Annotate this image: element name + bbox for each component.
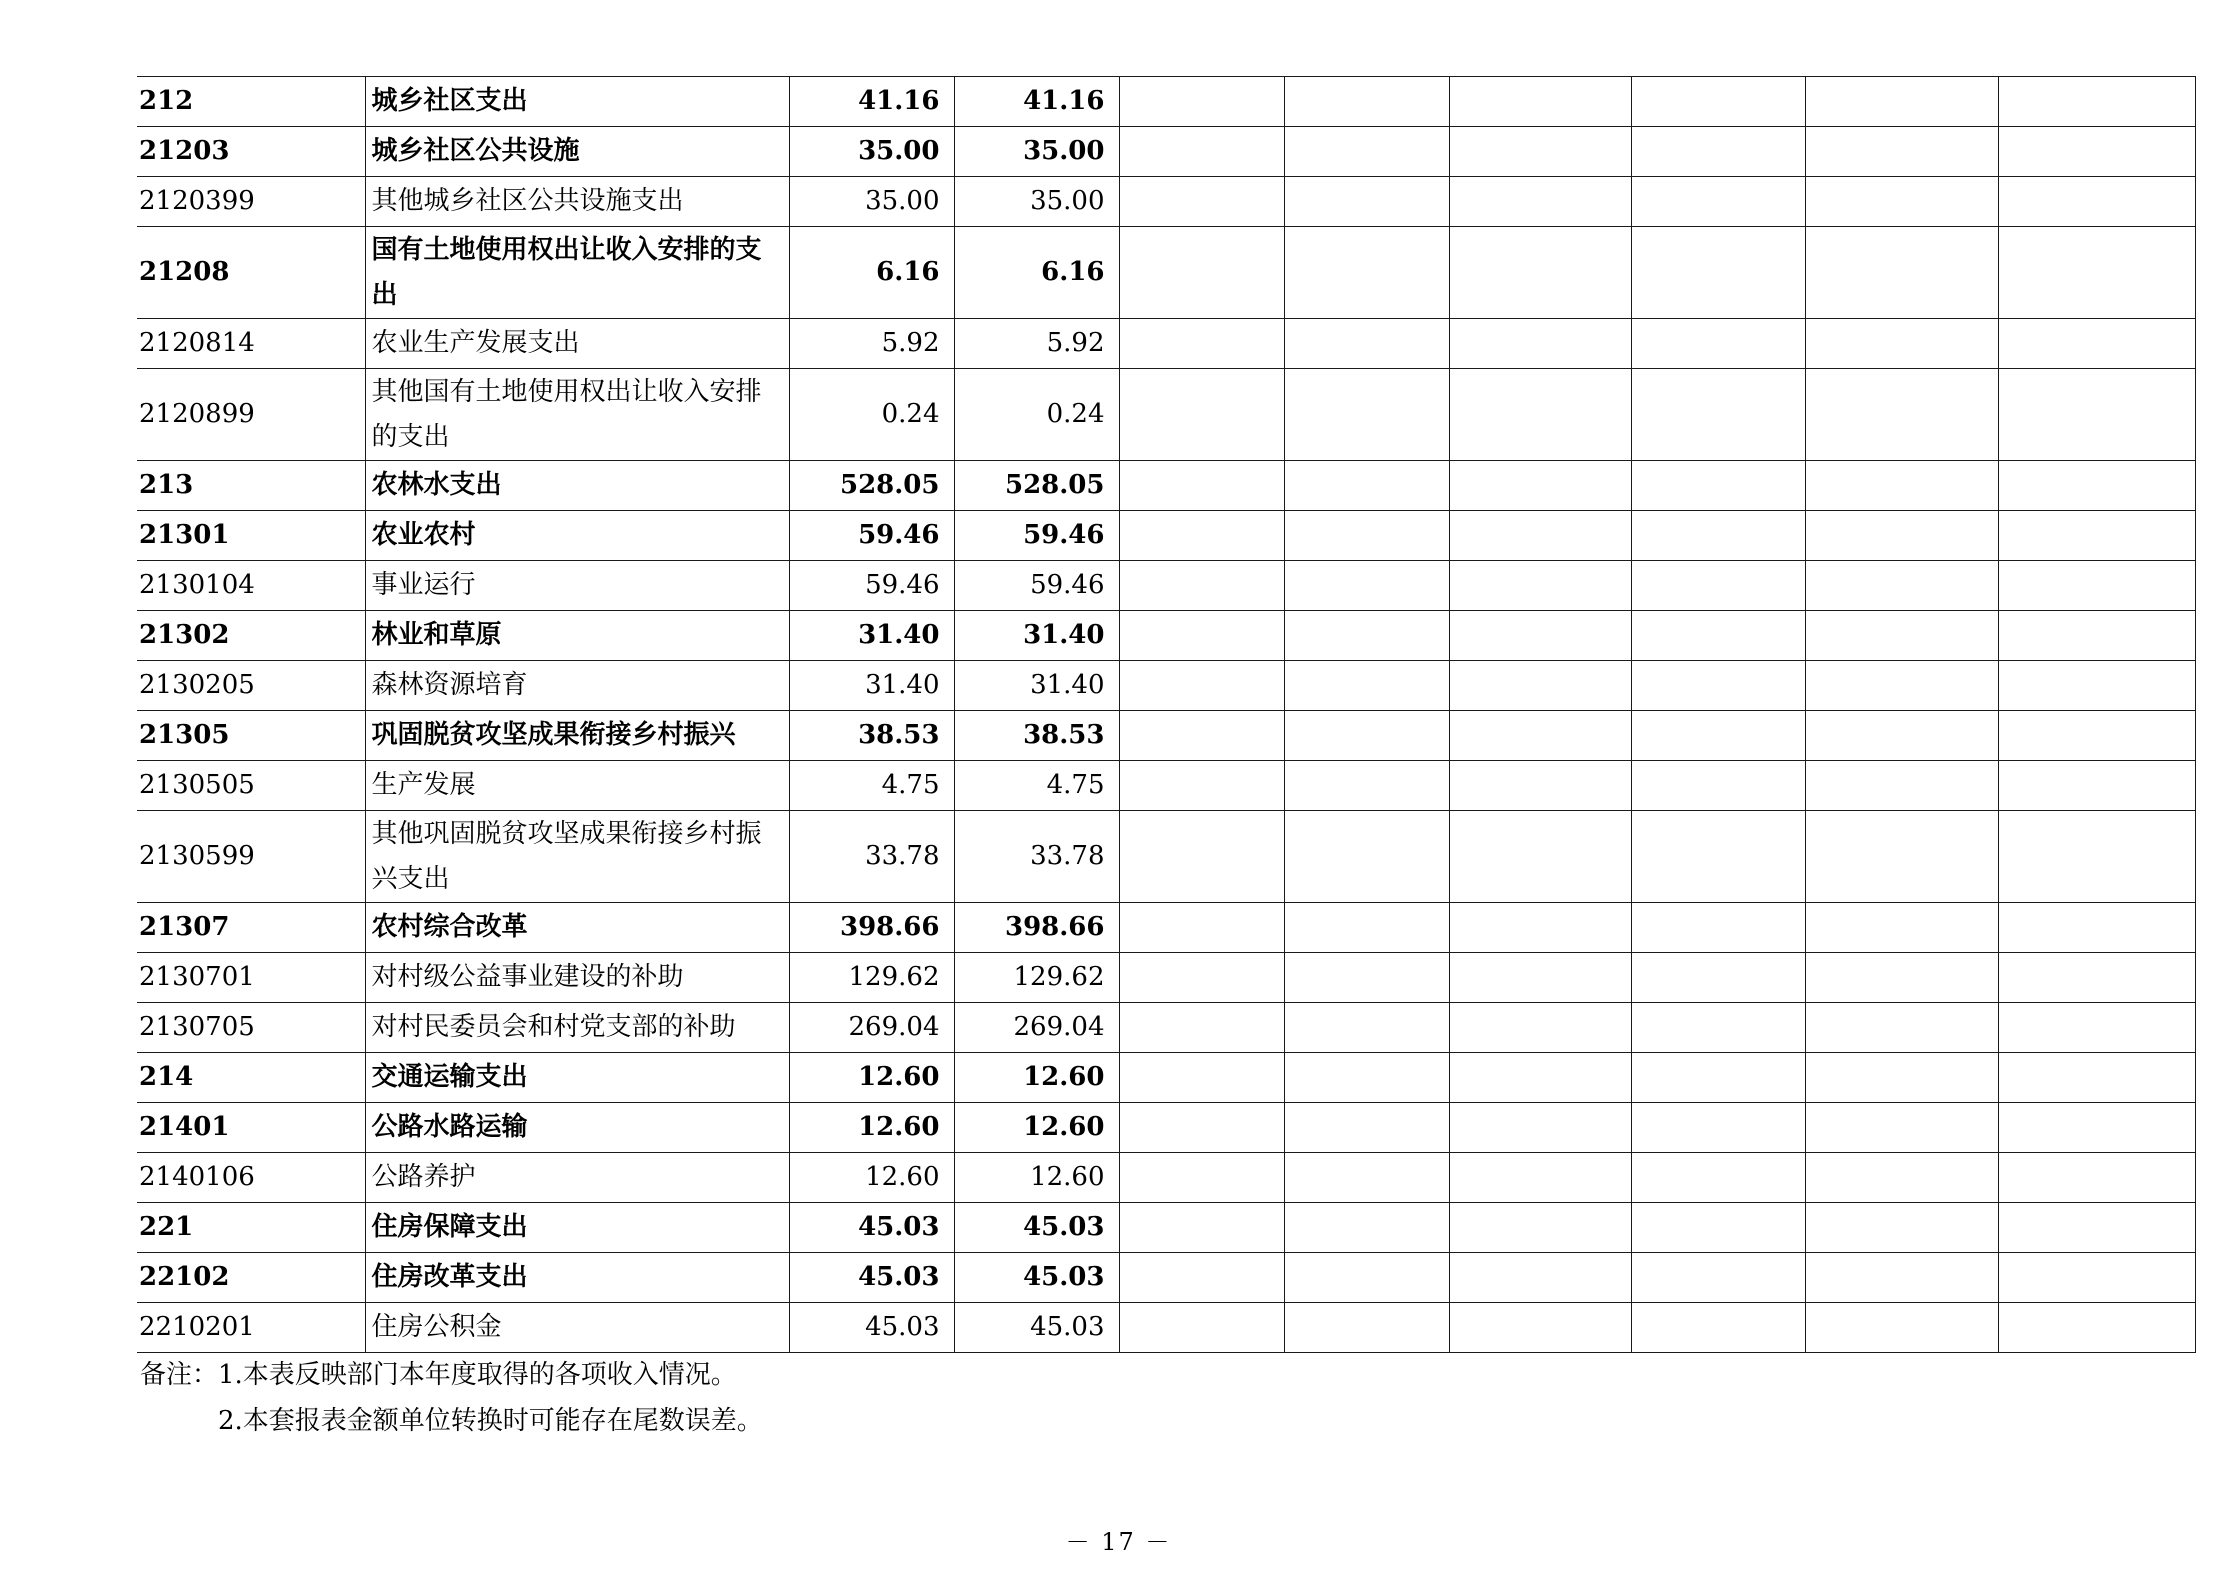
empty-cell [1119, 1203, 1284, 1253]
empty-cell [1449, 1203, 1631, 1253]
basic-amount-cell: 33.78 [954, 811, 1119, 903]
basic-amount-cell: 38.53 [954, 711, 1119, 761]
empty-cell [1284, 227, 1449, 319]
empty-cell [1998, 1303, 2195, 1353]
total-amount-cell: 45.03 [789, 1303, 954, 1353]
empty-cell [1998, 227, 2195, 319]
empty-cell [1449, 761, 1631, 811]
empty-cell [1631, 227, 1805, 319]
table-row [137, 1303, 2195, 1353]
empty-cell [1449, 1153, 1631, 1203]
basic-amount-cell: 59.46 [954, 511, 1119, 561]
subject-name-cell: 农业农村 [365, 511, 789, 561]
empty-cell [1449, 177, 1631, 227]
empty-cell [1998, 1203, 2195, 1253]
empty-cell [1998, 127, 2195, 177]
empty-cell [1284, 127, 1449, 177]
basic-amount-cell: 59.46 [954, 561, 1119, 611]
table-row [137, 127, 2195, 177]
subject-code-cell: 21305 [137, 711, 365, 761]
empty-cell [1998, 711, 2195, 761]
empty-cell [1998, 1103, 2195, 1153]
empty-cell [1998, 1153, 2195, 1203]
empty-cell [1631, 1253, 1805, 1303]
total-amount-cell: 12.60 [789, 1103, 954, 1153]
subject-name-cell: 生产发展 [365, 761, 789, 811]
table-row [137, 369, 2195, 461]
subject-code-cell: 214 [137, 1053, 365, 1103]
empty-cell [1284, 369, 1449, 461]
subject-code-cell: 213 [137, 461, 365, 511]
empty-cell [1449, 227, 1631, 319]
subject-code-cell: 2130599 [137, 811, 365, 903]
subject-code-cell: 212 [137, 77, 365, 127]
empty-cell [1449, 369, 1631, 461]
empty-cell [1998, 369, 2195, 461]
table-row [137, 811, 2195, 903]
empty-cell [1998, 561, 2195, 611]
empty-cell [1119, 711, 1284, 761]
empty-cell [1998, 461, 2195, 511]
subject-code-cell: 22102 [137, 1253, 365, 1303]
table-row [137, 1053, 2195, 1103]
empty-cell [1449, 461, 1631, 511]
table-row [137, 511, 2195, 561]
empty-cell [1805, 903, 1998, 953]
subject-code-cell: 21401 [137, 1103, 365, 1153]
empty-cell [1449, 661, 1631, 711]
table-row [137, 903, 2195, 953]
empty-cell [1449, 1003, 1631, 1053]
subject-name-cell: 交通运输支出 [365, 1053, 789, 1103]
total-amount-cell: 35.00 [789, 177, 954, 227]
subject-name-cell: 国有土地使用权出让收入安排的支出 [365, 227, 789, 319]
subject-code-cell: 21208 [137, 227, 365, 319]
total-amount-cell: 6.16 [789, 227, 954, 319]
subject-name-cell: 对村民委员会和村党支部的补助 [365, 1003, 789, 1053]
empty-cell [1998, 953, 2195, 1003]
empty-cell [1449, 127, 1631, 177]
basic-amount-cell: 398.66 [954, 903, 1119, 953]
basic-amount-cell: 41.16 [954, 77, 1119, 127]
basic-amount-cell: 6.16 [954, 227, 1119, 319]
total-amount-cell: 33.78 [789, 811, 954, 903]
empty-cell [1998, 761, 2195, 811]
table-row [137, 77, 2195, 127]
empty-cell [1631, 811, 1805, 903]
table-row [137, 611, 2195, 661]
empty-cell [1284, 177, 1449, 227]
empty-cell [1449, 1103, 1631, 1153]
empty-cell [1805, 1103, 1998, 1153]
empty-cell [1998, 1003, 2195, 1053]
empty-cell [1805, 761, 1998, 811]
subject-name-cell: 住房保障支出 [365, 1203, 789, 1253]
empty-cell [1449, 611, 1631, 661]
total-amount-cell: 12.60 [789, 1053, 954, 1103]
basic-amount-cell: 45.03 [954, 1303, 1119, 1353]
total-amount-cell: 45.03 [789, 1253, 954, 1303]
subject-code-cell: 221 [137, 1203, 365, 1253]
note-line-2: 2.本套报表金额单位转换时可能存在尾数误差。 [218, 1406, 763, 1436]
empty-cell [1284, 1203, 1449, 1253]
basic-amount-cell: 35.00 [954, 127, 1119, 177]
empty-cell [1284, 711, 1449, 761]
basic-amount-cell: 12.60 [954, 1053, 1119, 1103]
empty-cell [1284, 1103, 1449, 1153]
empty-cell [1284, 1303, 1449, 1353]
empty-cell [1119, 369, 1284, 461]
subject-name-cell: 林业和草原 [365, 611, 789, 661]
empty-cell [1631, 511, 1805, 561]
empty-cell [1119, 227, 1284, 319]
basic-amount-cell: 129.62 [954, 953, 1119, 1003]
empty-cell [1119, 953, 1284, 1003]
empty-cell [1631, 127, 1805, 177]
table-row [137, 1003, 2195, 1053]
empty-cell [1805, 1053, 1998, 1103]
empty-cell [1805, 127, 1998, 177]
basic-amount-cell: 45.03 [954, 1203, 1119, 1253]
subject-name-cell: 对村级公益事业建设的补助 [365, 953, 789, 1003]
total-amount-cell: 269.04 [789, 1003, 954, 1053]
total-amount-cell: 59.46 [789, 511, 954, 561]
empty-cell [1119, 661, 1284, 711]
empty-cell [1805, 177, 1998, 227]
empty-cell [1284, 511, 1449, 561]
empty-cell [1805, 227, 1998, 319]
empty-cell [1998, 511, 2195, 561]
empty-cell [1631, 369, 1805, 461]
total-amount-cell: 398.66 [789, 903, 954, 953]
empty-cell [1449, 511, 1631, 561]
total-amount-cell: 5.92 [789, 319, 954, 369]
empty-cell [1119, 177, 1284, 227]
total-amount-cell: 31.40 [789, 661, 954, 711]
empty-cell [1284, 1253, 1449, 1303]
empty-cell [1631, 77, 1805, 127]
subject-code-cell: 21307 [137, 903, 365, 953]
empty-cell [1631, 1003, 1805, 1053]
subject-name-cell: 住房改革支出 [365, 1253, 789, 1303]
subject-name-cell: 其他国有土地使用权出让收入安排的支出 [365, 369, 789, 461]
total-amount-cell: 35.00 [789, 127, 954, 177]
total-amount-cell: 4.75 [789, 761, 954, 811]
subject-code-cell: 21301 [137, 511, 365, 561]
empty-cell [1805, 661, 1998, 711]
empty-cell [1449, 953, 1631, 1003]
empty-cell [1805, 369, 1998, 461]
empty-cell [1119, 511, 1284, 561]
empty-cell [1805, 1153, 1998, 1203]
subject-code-cell: 2140106 [137, 1153, 365, 1203]
empty-cell [1284, 903, 1449, 953]
table-row [137, 1103, 2195, 1153]
empty-cell [1119, 77, 1284, 127]
empty-cell [1119, 1153, 1284, 1203]
empty-cell [1119, 761, 1284, 811]
empty-cell [1805, 1253, 1998, 1303]
basic-amount-cell: 12.60 [954, 1103, 1119, 1153]
empty-cell [1284, 811, 1449, 903]
empty-cell [1119, 127, 1284, 177]
empty-cell [1805, 953, 1998, 1003]
empty-cell [1284, 761, 1449, 811]
subject-name-cell: 事业运行 [365, 561, 789, 611]
empty-cell [1284, 77, 1449, 127]
empty-cell [1805, 1203, 1998, 1253]
subject-name-cell: 公路水路运输 [365, 1103, 789, 1153]
empty-cell [1805, 1003, 1998, 1053]
total-amount-cell: 41.16 [789, 77, 954, 127]
empty-cell [1284, 319, 1449, 369]
table-body [137, 77, 2195, 1353]
subject-code-cell: 2210201 [137, 1303, 365, 1353]
empty-cell [1119, 611, 1284, 661]
empty-cell [1631, 953, 1805, 1003]
subject-code-cell: 2120814 [137, 319, 365, 369]
page-number: － 17 － [1065, 1528, 1172, 1556]
empty-cell [1631, 661, 1805, 711]
total-amount-cell: 59.46 [789, 561, 954, 611]
table-row [137, 1203, 2195, 1253]
empty-cell [1284, 661, 1449, 711]
basic-amount-cell: 12.60 [954, 1153, 1119, 1203]
table-row [137, 661, 2195, 711]
basic-amount-cell: 45.03 [954, 1253, 1119, 1303]
empty-cell [1284, 1003, 1449, 1053]
empty-cell [1631, 1153, 1805, 1203]
subject-name-cell: 农业生产发展支出 [365, 319, 789, 369]
subject-name-cell: 城乡社区支出 [365, 77, 789, 127]
empty-cell [1631, 711, 1805, 761]
table-notes [140, 1352, 763, 1444]
subject-name-cell: 其他城乡社区公共设施支出 [365, 177, 789, 227]
subject-name-cell: 其他巩固脱贫攻坚成果衔接乡村振兴支出 [365, 811, 789, 903]
basic-amount-cell: 4.75 [954, 761, 1119, 811]
empty-cell [1449, 77, 1631, 127]
empty-cell [1631, 461, 1805, 511]
basic-amount-cell: 5.92 [954, 319, 1119, 369]
subject-name-cell: 住房公积金 [365, 1303, 789, 1353]
empty-cell [1631, 903, 1805, 953]
subject-code-cell: 2120399 [137, 177, 365, 227]
subject-name-cell: 农村综合改革 [365, 903, 789, 953]
empty-cell [1119, 319, 1284, 369]
total-amount-cell: 45.03 [789, 1203, 954, 1253]
subject-name-cell: 农林水支出 [365, 461, 789, 511]
subject-code-cell: 2130505 [137, 761, 365, 811]
table-row [137, 561, 2195, 611]
empty-cell [1998, 319, 2195, 369]
empty-cell [1449, 319, 1631, 369]
table-row [137, 461, 2195, 511]
empty-cell [1284, 1153, 1449, 1203]
empty-cell [1805, 1303, 1998, 1353]
subject-name-cell: 森林资源培育 [365, 661, 789, 711]
empty-cell [1998, 661, 2195, 711]
empty-cell [1119, 461, 1284, 511]
basic-amount-cell: 0.24 [954, 369, 1119, 461]
subject-code-cell: 21203 [137, 127, 365, 177]
empty-cell [1805, 319, 1998, 369]
empty-cell [1805, 461, 1998, 511]
empty-cell [1805, 611, 1998, 661]
total-amount-cell: 31.40 [789, 611, 954, 661]
table-row [137, 953, 2195, 1003]
subject-code-cell: 2130705 [137, 1003, 365, 1053]
empty-cell [1284, 1053, 1449, 1103]
subject-code-cell: 2130104 [137, 561, 365, 611]
empty-cell [1631, 1203, 1805, 1253]
empty-cell [1119, 1303, 1284, 1353]
empty-cell [1631, 177, 1805, 227]
note-line-1: 备注：1.本表反映部门本年度取得的各项收入情况。 [140, 1360, 737, 1390]
basic-amount-cell: 269.04 [954, 1003, 1119, 1053]
empty-cell [1631, 319, 1805, 369]
total-amount-cell: 0.24 [789, 369, 954, 461]
basic-amount-cell: 31.40 [954, 611, 1119, 661]
empty-cell [1449, 811, 1631, 903]
empty-cell [1119, 1103, 1284, 1153]
empty-cell [1119, 811, 1284, 903]
empty-cell [1631, 1303, 1805, 1353]
empty-cell [1449, 1253, 1631, 1303]
table-row [137, 227, 2195, 319]
subject-code-cell: 2130205 [137, 661, 365, 711]
subject-code-cell: 2120899 [137, 369, 365, 461]
total-amount-cell: 12.60 [789, 1153, 954, 1203]
table-row [137, 711, 2195, 761]
total-amount-cell: 129.62 [789, 953, 954, 1003]
empty-cell [1631, 761, 1805, 811]
empty-cell [1998, 611, 2195, 661]
empty-cell [1998, 77, 2195, 127]
empty-cell [1449, 903, 1631, 953]
empty-cell [1805, 77, 1998, 127]
subject-name-cell: 公路养护 [365, 1153, 789, 1203]
table-row [137, 319, 2195, 369]
empty-cell [1805, 811, 1998, 903]
empty-cell [1998, 1053, 2195, 1103]
budget-table [137, 76, 2196, 1353]
empty-cell [1119, 1053, 1284, 1103]
empty-cell [1631, 561, 1805, 611]
empty-cell [1449, 711, 1631, 761]
empty-cell [1998, 1253, 2195, 1303]
table-row [137, 177, 2195, 227]
empty-cell [1284, 611, 1449, 661]
basic-amount-cell: 528.05 [954, 461, 1119, 511]
subject-code-cell: 2130701 [137, 953, 365, 1003]
empty-cell [1119, 1003, 1284, 1053]
empty-cell [1119, 903, 1284, 953]
empty-cell [1284, 561, 1449, 611]
empty-cell [1119, 1253, 1284, 1303]
empty-cell [1805, 511, 1998, 561]
empty-cell [1631, 1053, 1805, 1103]
empty-cell [1284, 953, 1449, 1003]
empty-cell [1119, 561, 1284, 611]
table-row [137, 761, 2195, 811]
table-row [137, 1153, 2195, 1203]
total-amount-cell: 528.05 [789, 461, 954, 511]
total-amount-cell: 38.53 [789, 711, 954, 761]
empty-cell [1449, 561, 1631, 611]
table-row [137, 1253, 2195, 1303]
empty-cell [1998, 177, 2195, 227]
empty-cell [1284, 461, 1449, 511]
empty-cell [1449, 1303, 1631, 1353]
subject-code-cell: 21302 [137, 611, 365, 661]
empty-cell [1805, 711, 1998, 761]
empty-cell [1805, 561, 1998, 611]
empty-cell [1449, 1053, 1631, 1103]
empty-cell [1998, 811, 2195, 903]
empty-cell [1631, 1103, 1805, 1153]
empty-cell [1998, 903, 2195, 953]
basic-amount-cell: 35.00 [954, 177, 1119, 227]
empty-cell [1631, 611, 1805, 661]
subject-name-cell: 城乡社区公共设施 [365, 127, 789, 177]
basic-amount-cell: 31.40 [954, 661, 1119, 711]
subject-name-cell: 巩固脱贫攻坚成果衔接乡村振兴 [365, 711, 789, 761]
